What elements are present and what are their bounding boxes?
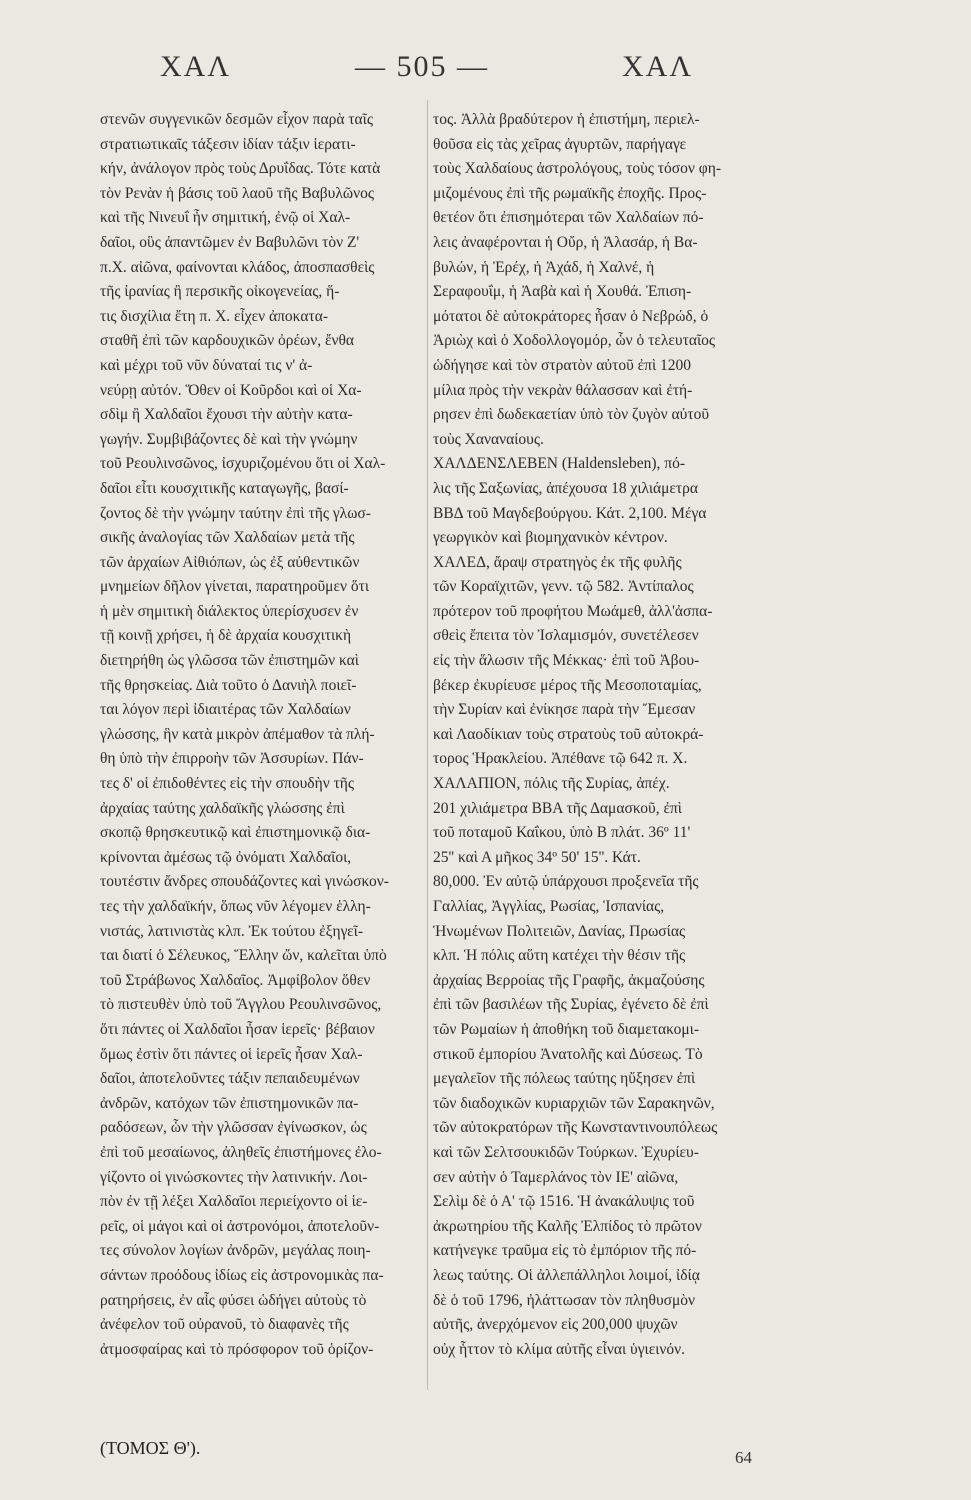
text-line: νεύρῃ αὐτόν. Ὅθεν οἱ Κοῦρδοι καὶ οἱ Χα- xyxy=(100,381,362,399)
text-line: καὶ Λαοδίκιαν τοὺς στρατοὺς τοῦ αὐτοκρά- xyxy=(433,725,704,743)
text-line: ὅμως ἐστὶν ὅτι πάντες οἱ ἱερεῖς ἦσαν Χαλ- xyxy=(100,1045,363,1063)
text-line: τις δισχίλια ἔτη π. Χ. εἶχεν ἀποκατα- xyxy=(100,307,328,325)
left-text-column xyxy=(100,108,426,1362)
text-line: τῶν Κοραϊχιτῶν, γενν. τῷ 582. Ἀντίπαλος xyxy=(433,578,694,596)
text-line: θη ὑπὸ τὴν ἐπιρροὴν τῶν Ἀσσυρίων. Πάν- xyxy=(100,750,364,768)
text-line: 80,000. Ἐν αὐτῷ ὑπάρχουσι προξενεῖα τῆς xyxy=(433,873,699,891)
text-line: βυλών, ἡ Ἐρέχ, ἡ Ἀχάδ, ἡ Χαλνέ, ἡ xyxy=(433,258,655,276)
text-line: μότατοι δὲ αὐτοκράτορες ἦσαν ὁ Νεβρώδ, ὁ xyxy=(433,307,709,325)
text-line: διετηρήθη ὡς γλῶσσα τῶν ἐπιστημῶν καὶ xyxy=(100,652,359,670)
text-line: Ἀριὼχ καὶ ὁ Χοδολλογομόρ, ὧν ὁ τελευταῖος xyxy=(433,332,715,350)
text-line: τοὺς Χαλδαίους ἀστρολόγους, τοὺς τόσον φη- xyxy=(433,160,721,178)
text-line: τος. Ἀλλὰ βραδύτερον ἡ ἐπιστήμη, περιελ- xyxy=(433,111,700,128)
text-line: ὅτι πάντες οἱ Χαλδαῖοι ἦσαν ἱερεῖς· βέβαιον xyxy=(100,1020,375,1038)
text-line: ται λόγον περὶ ἰδιαιτέρας τῶν Χαλδαίων xyxy=(100,701,351,719)
text-line: τὸ πιστευθὲν ὑπὸ τοῦ Ἄγγλου Ρεουλινσῶνος, xyxy=(100,996,382,1014)
text-line: θετέον ὅτι ἐπισημότεραι τῶν Χαλδαίων πό- xyxy=(433,209,704,227)
text-line: μίλια πρὸς τὴν νεκρὰν θάλασσαν καὶ ἐτή- xyxy=(433,381,693,399)
text-line: μεγαλεῖον τῆς πόλεως ταύτης ηὔξησεν ἐπὶ xyxy=(433,1070,696,1088)
header-right-keyword: ΧΑΛ xyxy=(622,50,694,83)
text-line: ΒΒΔ τοῦ Μαγδεβούργου. Κάτ. 2,100. Μέγα xyxy=(433,504,707,522)
text-line: δαῖοι, οὓς ἀπαντῶμεν ἐν Βαβυλῶνι τὸν Ζ' xyxy=(100,233,360,251)
text-line: Γαλλίας, Ἀγγλίας, Ρωσίας, Ἱσπανίας, xyxy=(433,898,665,915)
text-line: π.Χ. αἰῶνα, φαίνονται κλάδος, ἀποσπασθεὶς xyxy=(100,258,375,276)
text-line: δαῖοι, ἀποτελοῦντες τάξιν πεπαιδευμένων xyxy=(100,1070,360,1088)
text-line: δαῖοι εἶτι κουσχιτικῆς καταγωγῆς, βασί- xyxy=(100,479,349,497)
text-line: σικῆς ἀναλογίας τῶν Χαλδαίων μετὰ τῆς xyxy=(100,529,355,547)
header-left-keyword: ΧΑΛ xyxy=(160,50,232,83)
text-line: σεν αὐτὴν ὁ Ταμερλάνος τὸν ΙΕ' αἰῶνα, xyxy=(433,1168,679,1186)
text-line: κατήνεγκε τραῦμα εἰς τὸ ἐμπόριον τῆς πό- xyxy=(433,1242,697,1260)
text-line: τὸν Ρενὰν ἡ βάσις τοῦ λαοῦ τῆς Βαβυλῶνος xyxy=(100,184,374,202)
text-line: σταθῆ ἐπὶ τῶν καρδουχικῶν ὀρέων, ἔνθα xyxy=(100,332,355,350)
text-line: ζοντος δὲ τὴν γνώμην ταύτην ἐπὶ τῆς γλωσ- xyxy=(100,504,371,522)
page-number: — 505 — xyxy=(355,50,489,83)
text-line: τοῦ Στράβωνος Χαλδαῖος. Ἀμφίβολον ὅθεν xyxy=(100,971,371,989)
text-line: τουτέστιν ἄνδρες σπουδάζοντες καὶ γινώσκον- xyxy=(100,873,389,891)
text-line: γωγήν. Συμβιβάζοντες δὲ καὶ τὴν γνώμην xyxy=(100,430,358,448)
text-line: ἀρχαίας Βερροίας τῆς Γραφῆς, ἀκμαζούσης xyxy=(433,971,705,989)
text-line: τῇ κοινῇ χρήσει, ἡ δὲ ἀρχαία κουσχιτικὴ xyxy=(100,627,352,645)
column-divider xyxy=(427,100,428,1390)
text-line: ΧΑΛΔΕΝΣΛΕΒΕΝ (Haldensleben), πό- xyxy=(433,455,686,473)
text-line: τες δ' οἱ ἐπιδοθέντες εἰς τὴν σπουδὴν τῆς xyxy=(100,775,355,793)
text-line: τῶν ἀρχαίων Αἰθιόπων, ὡς ἐξ αὐθεντικῶν xyxy=(100,553,360,571)
text-line: σάντων προόδους ἰδίως εἰς ἀστρονομικὰς πα- xyxy=(100,1266,384,1284)
text-line: τορος Ἡρακλείου. Ἀπέθανε τῷ 642 π. Χ. xyxy=(433,750,688,768)
text-line: σθεὶς ἔπειτα τὸν Ἰσλαμισμόν, συνετέλεσεν xyxy=(433,627,699,645)
text-line: ρεῖς, οἱ μάγοι καὶ οἱ ἀστρονόμοι, ἀποτελοῦν- xyxy=(100,1217,380,1235)
text-line: λεως ταύτης. Οἱ ἀλλεπάλληλοι λοιμοί, ἰδίᾳ xyxy=(433,1266,700,1284)
text-line: κλπ. Ἡ πόλις αὕτη κατέχει τὴν θέσιν τῆς xyxy=(433,947,686,965)
text-line: μνημείων δῆλον γίνεται, παρατηροῦμεν ὅτι xyxy=(100,578,370,596)
text-line: πὸν ἐν τῇ λέξει Χαλδαῖοι περιείχοντο οἱ ἱε- xyxy=(100,1193,368,1211)
text-line: γίζοντο οἱ γινώσκοντες τὴν λατινικήν. Λοι- xyxy=(100,1168,368,1186)
text-line: μιζομένους ἐπὶ τῆς ρωμαϊκῆς ἐποχῆς. Προς- xyxy=(433,184,707,202)
running-header xyxy=(150,50,710,90)
text-line: τῶν Ρωμαίων ἡ ἀποθήκη τοῦ διαμετακομι- xyxy=(433,1020,699,1038)
text-line: ἐπὶ τῶν βασιλέων τῆς Συρίας, ἐγένετο δὲ ἐπὶ xyxy=(433,996,709,1014)
text-line: δὲ ὁ τοῦ 1796, ἠλάττωσαν τὸν πληθυσμὸν xyxy=(433,1291,696,1309)
text-line: Σελὶμ δὲ ὁ Α' τῷ 1516. Ἡ ἀνακάλυψις τοῦ xyxy=(433,1193,695,1211)
text-line: νιστάς, λατινιστὰς κλπ. Ἐκ τούτου ἐξηγεῖ- xyxy=(100,922,364,940)
text-line: ρατηρήσεις, ἐν αἷς φύσει ὡδήγει αὐτοὺς τὸ xyxy=(100,1291,367,1309)
text-line: τοῦ Ρεουλινσῶνος, ἰσχυριζομένου ὅτι οἱ Χαλ- xyxy=(100,455,386,473)
text-line: στικοῦ ἐμπορίου Ἀνατολῆς καὶ Δύσεως. Τὸ xyxy=(433,1045,703,1063)
text-line: τῶν αὐτοκρατόρων τῆς Κωνσταντινουπόλεως xyxy=(433,1119,718,1137)
text-line: σκοπῷ θρησκευτικῷ καὶ ἐπιστημονικῷ δια- xyxy=(100,824,371,842)
text-line: ἀρχαίας ταύτης χαλδαϊκῆς γλώσσης ἐπὶ xyxy=(100,799,345,817)
text-line: τες σύνολον λογίων ἀνδρῶν, μεγάλας ποιη- xyxy=(100,1242,371,1260)
text-line: σδὶμ ἢ Χαλδαῖοι ἔχουσι τὴν αὐτὴν κατα- xyxy=(100,406,353,424)
right-text-column xyxy=(433,108,767,1362)
text-line: καὶ τῆς Νινευΐ ἦν σημιτική, ἐνῷ οἱ Χαλ- xyxy=(100,209,351,227)
text-line: λεις ἀναφέρονται ἡ Οὔρ, ἡ Ἀλασάρ, ἡ Βα- xyxy=(433,233,698,251)
text-line: κρίνονται ἀμέσως τῷ ὀνόματι Χαλδαῖοι, xyxy=(100,848,352,866)
text-line: βέκερ ἐκυρίευσε μέρος τῆς Μεσοποταμίας, xyxy=(433,676,702,694)
text-line: τῶν διαδοχικῶν κυριαρχιῶν τῶν Σαρακηνῶν, xyxy=(433,1094,715,1112)
volume-label: (ΤΟΜΟΣ Θ'). xyxy=(100,1438,201,1458)
text-line: τοῦ ποταμοῦ Καΐκου, ὑπὸ Β πλάτ. 36º 11' xyxy=(433,824,691,842)
text-line: καὶ τῶν Σελτσουκιδῶν Τούρκων. Ἐχυρίευ- xyxy=(433,1143,699,1161)
text-line: στρατιωτικαῖς τάξεσιν ἰδίαν τάξιν ἱερατι- xyxy=(100,135,356,153)
text-line: τὴν Συρίαν καὶ ἐνίκησε παρὰ τὴν Ἔμεσαν xyxy=(433,701,696,719)
text-line: καὶ μέχρι τοῦ νῦν δύναταί τις ν' ἀ- xyxy=(100,356,313,374)
text-line: γλώσσης, ἣν κατὰ μικρὸν ἀπέμαθον τὰ πλή- xyxy=(100,725,375,743)
text-line: τοὺς Χαναναίους. xyxy=(433,430,544,448)
text-line: ΧΑΛΑΠΙΟΝ, πόλις τῆς Συρίας, ἀπέχ. xyxy=(433,775,670,793)
text-line: Σεραφουΐμ, ἡ Ἀαβὰ καὶ ἡ Χουθά. Ἐπιση- xyxy=(433,283,692,301)
signature-mark: 64 xyxy=(735,1448,752,1467)
text-line: ρησεν ἐπὶ δωδεκαετίαν ὑπὸ τὸν ζυγὸν αὐτοῦ xyxy=(433,406,710,424)
text-line: ἐπὶ τοῦ μεσαίωνος, ἀληθεῖς ἐπιστήμονες ἐλο- xyxy=(100,1143,382,1161)
text-line: οὐχ ἧττον τὸ κλίμα αὐτῆς εἶναι ὑγιεινόν. xyxy=(433,1340,686,1358)
text-line: στενῶν συγγενικῶν δεσμῶν εἶχον παρὰ ταῖς xyxy=(100,111,373,128)
text-line: ἡ μὲν σημιτικὴ διάλεκτος ὑπερίσχυσεν ἐν xyxy=(100,602,359,620)
text-line: τες τὴν χαλδαϊκήν, ὅπως νῦν λέγομεν ἑλλη- xyxy=(100,898,371,915)
text-line: ται διατί ὁ Σέλευκος, Ἕλλην ὤν, καλεῖται ὑπὸ xyxy=(100,947,387,965)
text-line: τῆς θρησκείας. Διὰ τοῦτο ὁ Δανιὴλ ποιεῖ- xyxy=(100,676,357,694)
text-line: ραδόσεων, ὧν τὴν γλῶσσαν ἐγίνωσκον, ὡς xyxy=(100,1119,367,1137)
text-line: ἀκρωτηρίου τῆς Καλῆς Ἐλπίδος τὸ πρῶτον xyxy=(433,1217,702,1235)
text-line: εἰς τὴν ἅλωσιν τῆς Μέκκας· ἐπὶ τοῦ Ἀβου- xyxy=(433,652,700,670)
text-line: κήν, ἀνάλογον πρὸς τοὺς Δρυΐδας. Τότε κατὰ xyxy=(100,160,381,178)
text-line: γεωργικὸν καὶ βιομηχανικὸν κέντρον. xyxy=(433,529,668,547)
text-line: Ἡνωμένων Πολιτειῶν, Δανίας, Πρωσίας xyxy=(433,922,686,940)
text-line: αὐτῆς, ἀνερχόμενον εἰς 200,000 ψυχῶν xyxy=(433,1316,678,1334)
text-line: ὡδήγησε καὶ τὸν στρατὸν αὐτοῦ ἐπὶ 1200 xyxy=(433,356,692,374)
text-line: λις τῆς Σαξωνίας, ἀπέχουσα 18 χιλιάμετρα xyxy=(433,479,699,497)
text-line: ἀτμοσφαίρας καὶ τὸ πρόσφορον τοῦ ὁρίζον- xyxy=(100,1340,374,1358)
text-line: πρότερον τοῦ προφήτου Μωάμεθ, ἀλλ'ἀσπα- xyxy=(433,602,713,620)
text-line: 25'' καὶ Α μῆκος 34º 50' 15''. Κάτ. xyxy=(433,848,641,866)
text-line: ΧΑΛΕΔ, ἄραψ στρατηγὸς ἐκ τῆς φυλῆς xyxy=(433,553,682,571)
text-line: 201 χιλιάμετρα ΒΒΑ τῆς Δαμασκοῦ, ἐπὶ xyxy=(433,799,682,817)
text-line: θοῦσα εἰς τὰς χεῖρας ἀγυρτῶν, παρήγαγε xyxy=(433,135,687,153)
text-line: ἀνδρῶν, κατόχων τῶν ἐπιστημονικῶν πα- xyxy=(100,1094,359,1112)
text-line: ἀνέφελον τοῦ οὐρανοῦ, τὸ διαφανὲς τῆς xyxy=(100,1316,349,1334)
text-line: τῆς ἰρανίας ἢ περσικῆς οἰκογενείας, ἥ- xyxy=(100,283,340,301)
